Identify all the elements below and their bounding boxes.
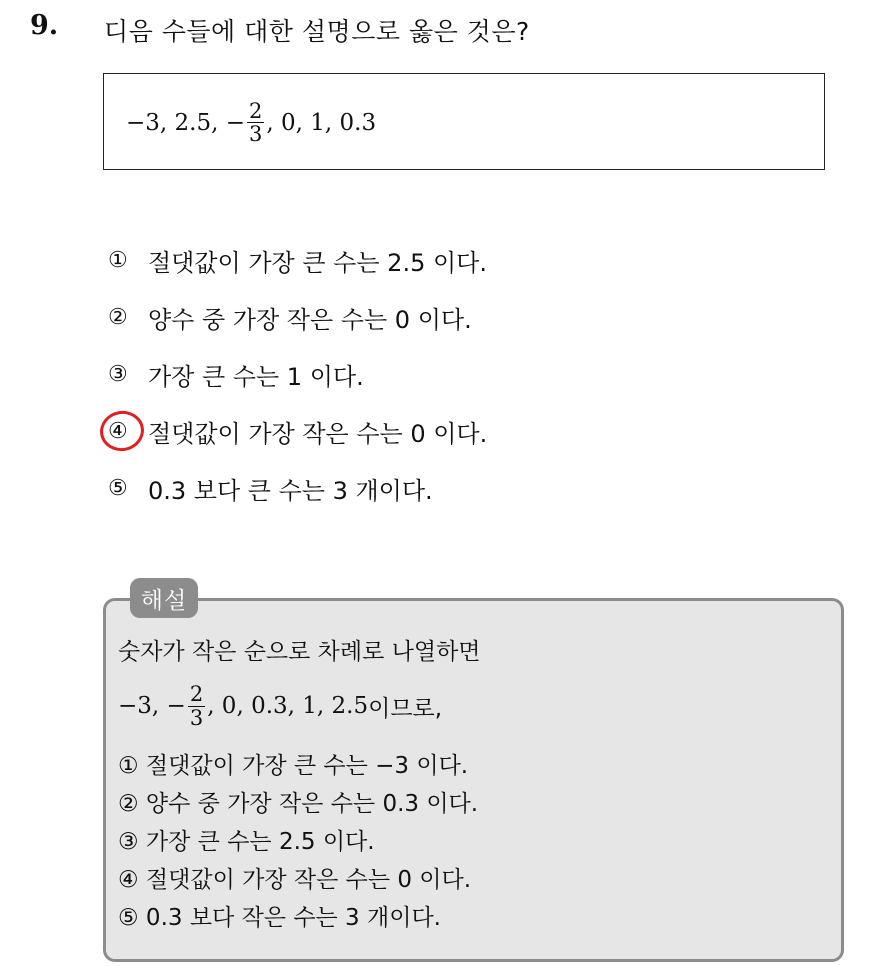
order-suffix: 이므로,: [368, 695, 443, 722]
order-fraction-denominator: 3: [189, 705, 204, 730]
option-mark: ②: [108, 305, 128, 330]
option-2[interactable]: [108, 289, 487, 346]
order-fraction-numerator: 2: [189, 682, 204, 707]
solution-order-line: [118, 668, 481, 744]
option-5[interactable]: [108, 460, 487, 517]
solution-line-3: ③ 가장 큰 수는 2.5 이다.: [118, 828, 375, 855]
question-number: 9.: [30, 10, 59, 41]
order-fraction: [188, 683, 205, 728]
option-mark: ④: [108, 419, 128, 444]
order-before-fraction: −3, −: [118, 693, 186, 719]
solution-line-1: ① 절댓값이 가장 큰 수는 −3 이다.: [118, 752, 469, 779]
answer-circle-mark: [97, 407, 147, 454]
option-text: 절댓값이 가장 큰 수는 2.5 이다.: [148, 249, 487, 277]
solution-line-4: ④ 절댓값이 가장 작은 수는 0 이다.: [118, 866, 472, 893]
numbers-after-fraction: , 0, 1, 0.3: [266, 109, 377, 136]
option-text: 양수 중 가장 작은 수는 0 이다.: [148, 306, 472, 334]
solution-intro: 숫자가 작은 순으로 차례로 나열하면: [118, 638, 481, 665]
question-text: 디음 수들에 대한 설명으로 옳은 것은?: [104, 17, 530, 46]
option-1[interactable]: [108, 232, 487, 289]
fraction-numerator: 2: [249, 98, 263, 123]
solution-line-2: ② 양수 중 가장 작은 수는 0.3 이다.: [118, 790, 479, 817]
answer-options: [108, 232, 487, 517]
solution-line-5: ⑤ 0.3 보다 작은 수는 3 개이다.: [118, 904, 441, 931]
order-after-fraction: , 0, 0.3, 1, 2.5: [207, 693, 369, 719]
fraction-denominator: 3: [249, 122, 263, 146]
option-text: 0.3 보다 큰 수는 3 개이다.: [148, 477, 433, 505]
option-text: 가장 큰 수는 1 이다.: [148, 363, 364, 391]
numbers-before-fraction: −3, 2.5, −: [126, 109, 245, 136]
numbers-line: [126, 74, 376, 171]
option-3[interactable]: [108, 346, 487, 403]
solution-content: [118, 630, 481, 934]
option-mark: ①: [108, 248, 128, 273]
option-mark: ③: [108, 362, 128, 387]
option-mark: ⑤: [108, 476, 128, 501]
fraction: [247, 100, 264, 145]
option-text: 절댓값이 가장 작은 수는 0 이다.: [148, 420, 488, 448]
numbers-box: [103, 73, 825, 170]
solution-tag: 해설: [130, 578, 198, 618]
option-4[interactable]: [108, 403, 487, 460]
